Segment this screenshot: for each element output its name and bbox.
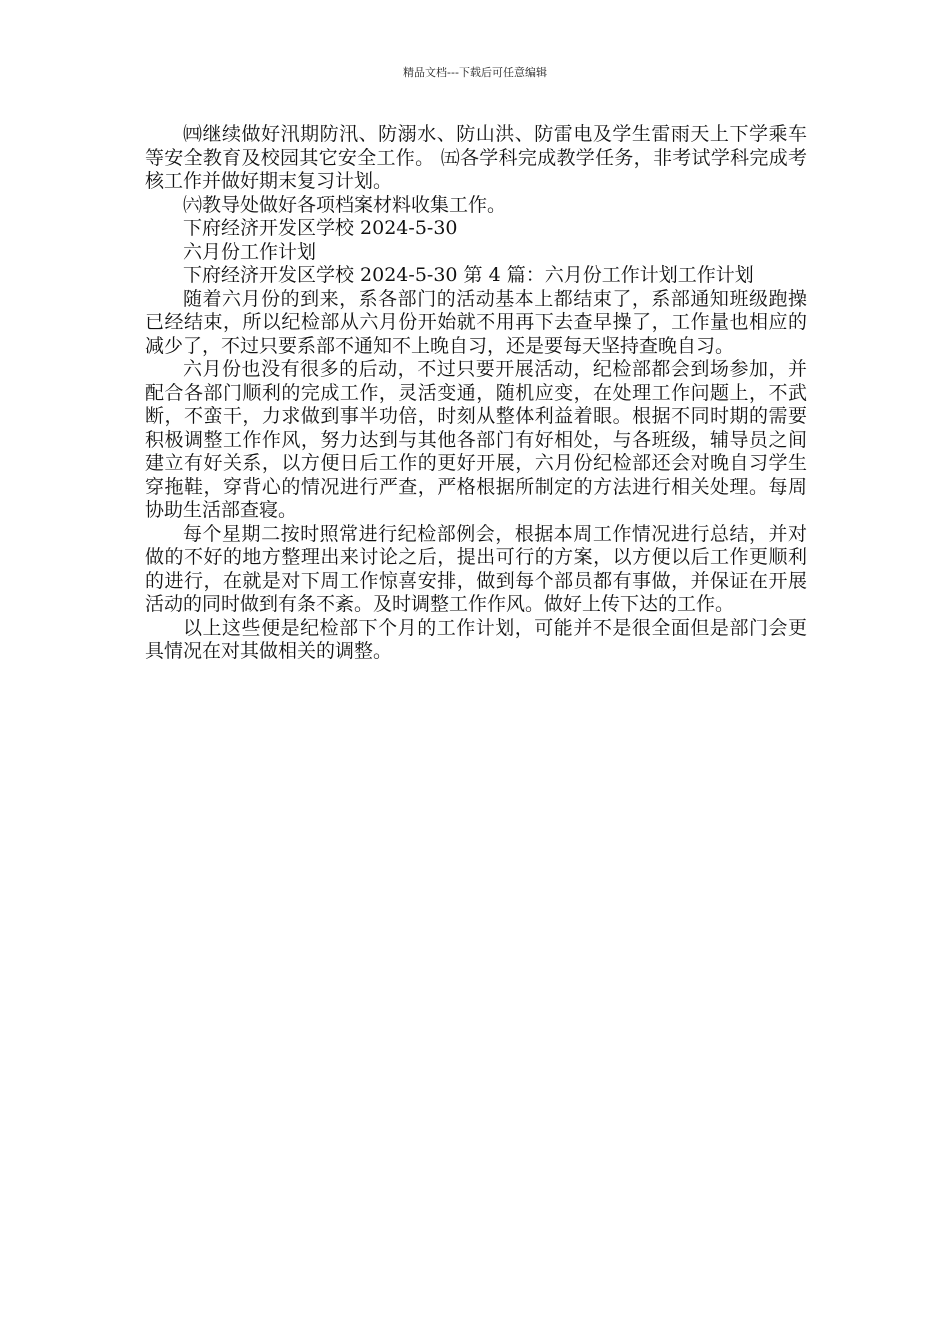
- signature-school-date: 下府经济开发区学校 2024-5-30: [183, 217, 458, 239]
- paragraph-june-intro: 随着六月份的到来，系各部门的活动基本上都结束了，系部通知班级跑操已经结束，所以纪检部从六月份开始就不用再下去查早操了，工作量也相应的减少了，不过只要系部不通知不上晚自习，还是要每天坚持查晚自习。: [145, 287, 807, 357]
- paragraph-june-activities: 六月份也没有很多的后动，不过只要开展活动，纪检部都会到场参加，并配合各部门顺利的完成工作，灵活变通，随机应变，在处理工作问题上，不武断，不蛮干，力求做到事半功倍，时刻从整体利益着眼。根据不同时期的需要积极调整工作作风，努力达到与其他各部门有好相处，与各班级，辅导员之间建立有好关系，以方便日后工作的更好开展，六月份纪检部还会对晚自习学生穿拖鞋，穿背心的情况进行严查，严格根据所制定的方法进行相关处理。每周协助生活部查寝。: [145, 358, 807, 521]
- paragraph-conclusion: 以上这些便是纪检部下个月的工作计划，可能并不是很全面但是部门会更具情况在对其做相关的调整。: [145, 616, 807, 662]
- document-body: [145, 123, 807, 664]
- paragraph-archive-collection: ㈥教导处做好各项档案材料收集工作。: [183, 193, 507, 216]
- section-title-june-plan: 六月份工作计划: [183, 240, 317, 263]
- paragraph-safety-education: ㈣继续做好汛期防汛、防溺水、防山洪、防雷电及学生雷雨天上下学乘车等安全教育及校园其它安全工作。 ㈤各学科完成教学任务，非考试学科完成考核工作并做好期末复习计划。: [145, 123, 807, 192]
- page-header: 精品文档---下载后可任意编辑: [403, 66, 547, 79]
- section-heading-article-4: 下府经济开发区学校 2024-5-30 第 4 篇：六月份工作计划工作计划: [183, 264, 754, 286]
- paragraph-weekly-meeting: 每个星期二按时照常进行纪检部例会，根据本周工作情况进行总结，并对做的不好的地方整理出来讨论之后，提出可行的方案，以方便以后工作更顺利的进行，在就是对下周工作惊喜安排，做到每个部员都有事做，并保证在开展活动的同时做到有条不紊。及时调整工作作风。做好上传下达的工作。: [145, 522, 807, 615]
